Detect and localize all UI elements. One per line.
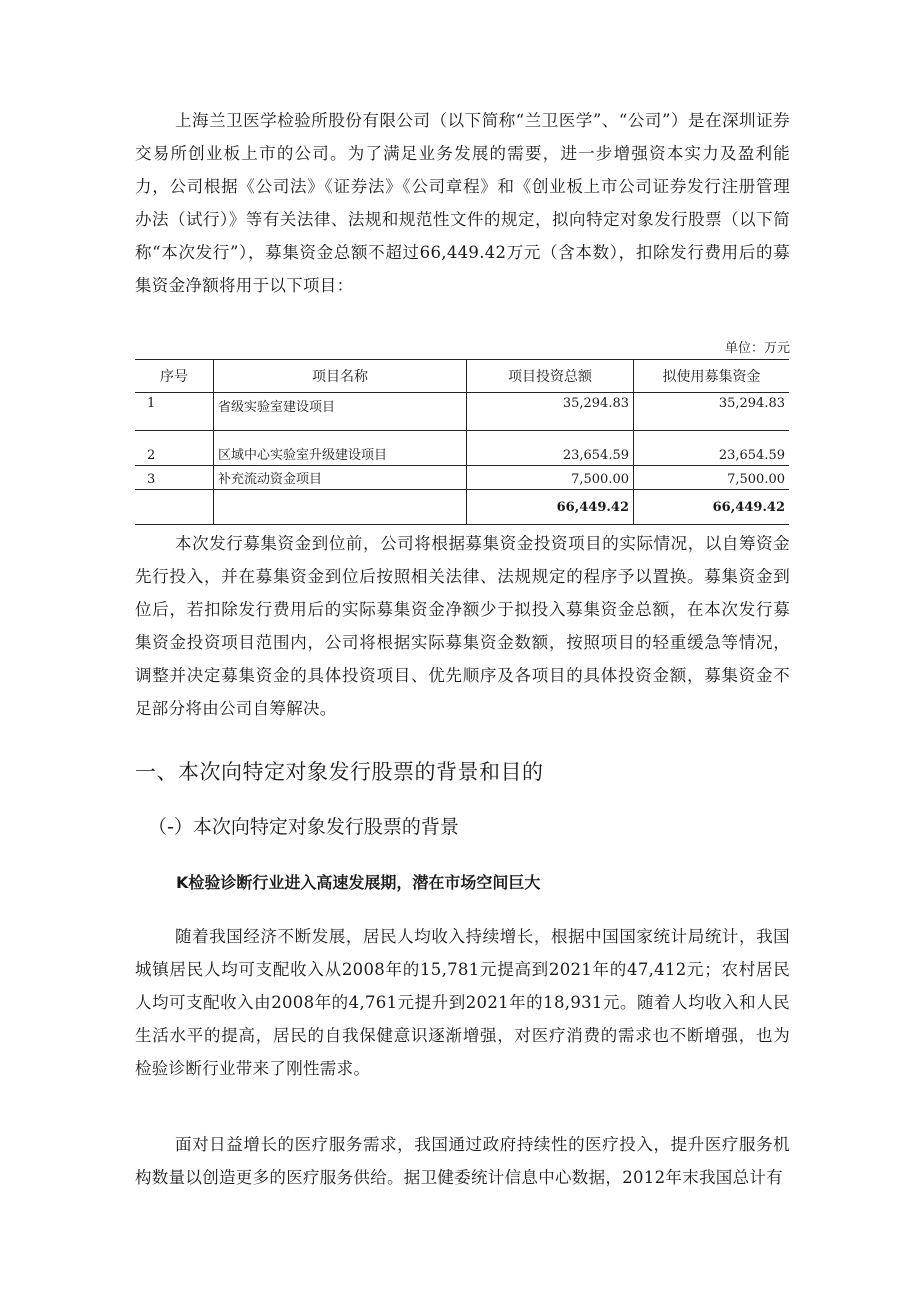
table-header-row xyxy=(135,360,789,393)
section-heading: 一、本次向特定对象发行股票的背景和目的 xyxy=(135,760,544,784)
row-index: 2 xyxy=(135,431,214,466)
intro-paragraph: 上海兰卫医学检验所股份有限公司（以下简称“兰卫医学”、“公司”）是在深圳证券交易所创业板上市的公司。为了满足业务发展的需要，进一步增强资本实力及盈利能力，公司根据《公司法》《证券法》《公司章程》和《创业板上市公司证券发行注册管理办法（试行）》等有关法律、法规和规范性文件的规定，拟向特定对象发行股票（以下简称“本次发行”），募集资金总额不超过66,449.42万元（含本数），扣除发行费用后的募集资金净额将用于以下项目： xyxy=(135,111,790,295)
table-row xyxy=(135,431,789,466)
header-index: 序号 xyxy=(135,360,214,393)
header-total-investment: 项目投资总额 xyxy=(467,360,634,393)
row-index: 1 xyxy=(135,393,214,431)
row-total-investment: 7,500.00 xyxy=(467,466,634,490)
row-raised-funds: 35,294.83 xyxy=(634,393,790,431)
total-index-cell xyxy=(135,490,214,525)
fundraising-table xyxy=(135,359,789,525)
topic-heading: K检验诊断行业进入高速发展期，潜在市场空间巨大 xyxy=(176,873,541,892)
row-index: 3 xyxy=(135,466,214,490)
row-project-name: 省级实验室建设项目 xyxy=(214,393,467,431)
arrangement-paragraph: 本次发行募集资金到位前，公司将根据募集资金投资项目的实际情况，以自筹资金先行投入，并在募集资金到位后按照相关法律、法规规定的程序予以置换。募集资金到位后，若扣除发行费用后的实际募集资金净额少于拟投入募集资金总额，在本次发行募集资金投资项目范围内，公司将根据实际募集资金数额，按照项目的轻重缓急等情况，调整并决定募集资金的具体投资项目、优先顺序及各项目的具体投资金额，募集资金不足部分将由公司自筹解决。 xyxy=(135,534,790,718)
row-total-investment: 35,294.83 xyxy=(467,393,634,431)
total-raised-funds: 66,449.42 xyxy=(634,490,790,525)
row-project-name: 区域中心实验室升级建设项目 xyxy=(214,431,467,466)
medical-services-paragraph: 面对日益增长的医疗服务需求，我国通过政府持续性的医疗投入，提升医疗服务机构数量以创造更多的医疗服务供给。据卫健委统计信息中心数据，2012年末我国总计有 xyxy=(135,1135,790,1187)
subsection-heading: （-）本次向特定对象发行股票的背景 xyxy=(148,816,459,838)
header-project-name: 项目名称 xyxy=(214,360,467,393)
row-total-investment: 23,654.59 xyxy=(467,431,634,466)
total-investment: 66,449.42 xyxy=(467,490,634,525)
total-name-cell xyxy=(214,490,467,525)
background-paragraph: 随着我国经济不断发展，居民人均收入持续增长，根据中国国家统计局统计，我国城镇居民人均可支配收入从2008年的15,781元提高到2021年的47,412元；农村居民人均可支配收入由2008年的4,761元提升到2021年的18,931元。随着人均收入和人民生活水平的提高，居民的自我保健意识逐渐增强，对医疗消费的需求也不断增强，也为检验诊断行业带来了刚性需求。 xyxy=(135,927,790,1078)
table-row xyxy=(135,466,789,490)
unit-label: 单位：万元 xyxy=(724,341,790,356)
row-project-name: 补充流动资金项目 xyxy=(214,466,467,490)
table-total-row xyxy=(135,490,789,525)
row-raised-funds: 7,500.00 xyxy=(634,466,790,490)
row-raised-funds: 23,654.59 xyxy=(634,431,790,466)
table-row xyxy=(135,393,789,431)
header-raised-funds: 拟使用募集资金 xyxy=(634,360,790,393)
